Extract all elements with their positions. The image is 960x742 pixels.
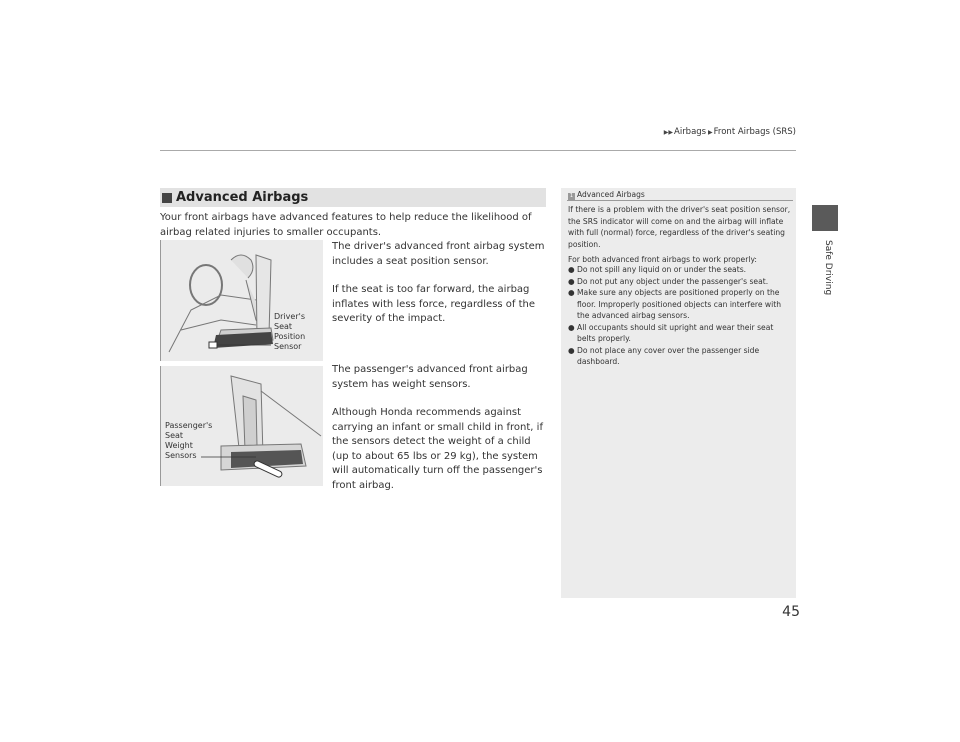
- list-item: [568, 287, 792, 322]
- paragraph: The driver's advanced front airbag system includes a seat position sensor.: [332, 241, 545, 267]
- bullet-icon: ●: [568, 288, 575, 297]
- list-item: [568, 276, 792, 288]
- list-item: [568, 264, 792, 276]
- driver-sensor-callout: [274, 312, 334, 352]
- intro-paragraph: Your front airbags have advanced features to help reduce the likelihood of airbag related injuries to smaller occupants.: [160, 212, 532, 238]
- paragraph: The passenger's advanced front airbag system has weight sensors.: [332, 364, 528, 390]
- passenger-sensor-text: [332, 363, 550, 493]
- bullet-text: Make sure any objects are positioned properly on the floor. Improperly positioned objects can interfere with the advanced airbag sensors.: [577, 288, 782, 320]
- page-number: 45: [782, 604, 800, 620]
- list-item: [568, 345, 792, 368]
- callout-line: Seat: [274, 322, 293, 331]
- callout-line: Seat: [165, 431, 184, 440]
- header-divider: [160, 150, 796, 151]
- note-divider: [567, 200, 793, 201]
- callout-line: Weight: [165, 441, 193, 450]
- paragraph: If the seat is too far forward, the airbag inflates with less force, regardless of the severity of the impact.: [332, 284, 536, 324]
- note-bullet-list: [568, 264, 792, 368]
- note-paragraph: If there is a problem with the driver's seat position sensor, the SRS indicator will come on and the airbag will inflate with full (normal) force, regardless of the driver's seating position.: [568, 205, 791, 249]
- bullet-icon: ●: [568, 276, 575, 286]
- chapter-label: Safe Driving: [823, 240, 833, 296]
- callout-line: Passenger's: [165, 421, 213, 430]
- breadcrumb-item-airbags[interactable]: Airbags: [674, 127, 707, 137]
- bullet-text: Do not place any cover over the passenger side dashboard.: [577, 345, 760, 366]
- section-title: Advanced Airbags: [176, 190, 309, 205]
- note-body: [568, 204, 792, 270]
- note-title: [568, 190, 645, 200]
- bullet-icon: ●: [568, 322, 575, 332]
- note-paragraph: For both advanced front airbags to work properly:: [568, 255, 757, 264]
- bullet-text: All occupants should sit upright and wear their seat belts properly.: [577, 322, 774, 343]
- callout-line: Sensors: [165, 451, 197, 460]
- paragraph: Although Honda recommends against carrying an infant or small child in front, if the sensors detect the weight of a child (up to about 65 lbs or 29 kg), the system will automatically turn off the passenger's front airbag.: [332, 407, 543, 491]
- bullet-text: Do not put any object under the passenger's seat.: [577, 276, 769, 286]
- callout-line: Sensor: [274, 342, 302, 351]
- bullet-icon: ●: [568, 345, 575, 355]
- chapter-tab-marker: [812, 205, 838, 231]
- note-title-text: Advanced Airbags: [577, 190, 645, 199]
- list-item: [568, 322, 792, 345]
- passenger-sensor-callout: [165, 421, 225, 461]
- section-heading: [160, 188, 546, 207]
- breadcrumb-item-front-airbags[interactable]: Front Airbags (SRS): [713, 127, 796, 137]
- bullet-text: Do not spill any liquid on or under the seats.: [577, 265, 747, 274]
- driver-sensor-text: [332, 240, 550, 327]
- callout-line: Position: [274, 332, 306, 341]
- callout-line: Driver's: [274, 312, 305, 321]
- arrow-icon: ▶: [706, 129, 713, 136]
- section-square-icon: [162, 193, 172, 203]
- bullet-icon: ●: [568, 265, 575, 274]
- breadcrumb: [0, 127, 796, 137]
- double-arrow-icon: ▶▶: [663, 129, 674, 136]
- note-number-badge: 1: [569, 193, 574, 199]
